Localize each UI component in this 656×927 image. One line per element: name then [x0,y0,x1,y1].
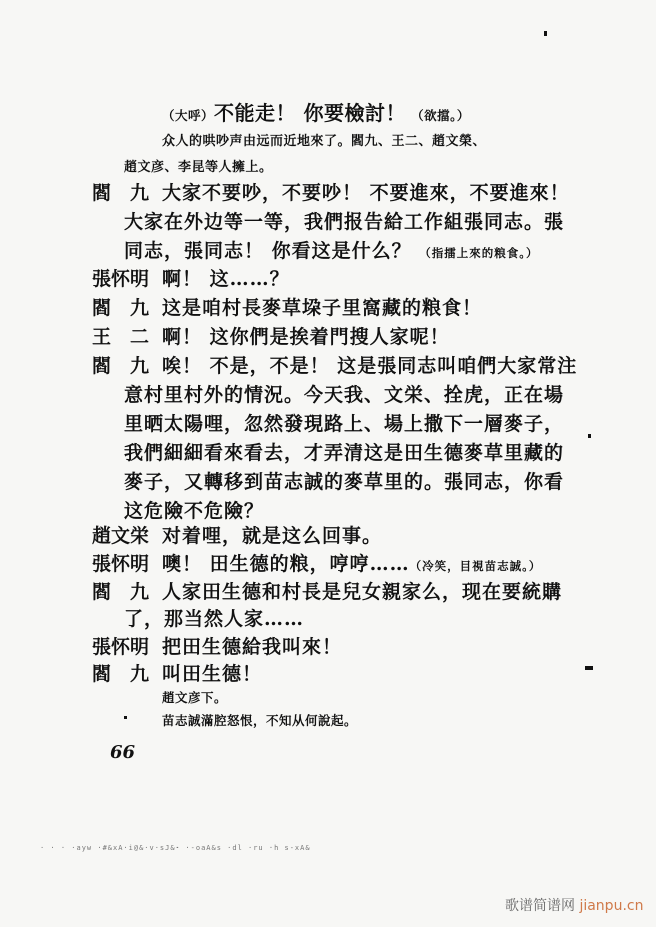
stage-direction-top [162,97,470,126]
scan-arrow-mark [585,666,593,670]
aside-shout: （大呼） [162,108,215,123]
speaker-yan-jiu: 閻 九 [92,581,150,603]
scan-speck [588,434,591,438]
speaker-yan-jiu: 閻 九 [92,182,150,204]
stage-direction-exit: 趙文彦下。 [162,690,228,705]
watermark-cn: 歌谱简谱网 [505,898,575,914]
speaker-zhang-huaiming: 張怀明 [92,268,150,290]
speaker-wang-er: 王 二 [92,326,150,348]
stage-direction-enter-2: 趙文彦、李昆等人擁上。 [124,160,273,175]
scan-speck [544,31,547,36]
speech-line: 这危險不危險？ [124,500,265,522]
stage-direction-final: 苗志誠滿腔怒恨，不知从何說起。 [162,713,358,728]
shout-text: 不能走！ 你要檢討！ [214,101,406,125]
speech-line: 里晒太陽哩，忽然發現路上、場上撒下一層麥子， [124,413,565,435]
speaker-zhang-huaiming: 張怀明 [92,553,150,575]
aside-point: （指擂上來的粮食。） [419,246,539,260]
speech-line: 麥子，又轉移到苗志誠的麥草里的。張同志，你看 [124,471,565,493]
speaker-yan-jiu: 閻 九 [92,297,150,319]
aside-sneer: （冷笑，目視苗志誠。） [409,559,542,573]
speech-line [124,236,539,263]
speech-line: 这是咱村長麥草垜子里窩藏的粮食！ [162,297,483,319]
speaker-zhao-wenrong: 趙文栄 [92,525,150,547]
speech-line: 我們細細看來看去，才弄清这是田生德麥草里藏的 [124,442,565,464]
speech-line: 啊！ 这……？ [162,268,290,290]
bullet-speck [124,716,127,719]
speech-line: 对着哩，就是这么回事。 [162,525,383,547]
page-number: 66 [110,742,136,763]
speech-line: 人家田生德和村長是兒女親家么，现在要統購 [162,581,563,603]
speech-line: 把田生德給我叫來！ [162,636,343,658]
speaker-yan-jiu: 閻 九 [92,355,150,377]
speech-line [162,549,541,576]
speech-text: 同志，張同志！ 你看这是什么？ [124,240,412,262]
speech-line: 叫田生德！ [162,663,263,685]
speech-line: 唉！ 不是，不是！ 这是張同志叫咱們大家常注 [162,355,578,377]
speaker-yan-jiu: 閻 九 [92,663,150,685]
speech-line: 大家在外边等一等，我們报告給工作組張同志。張 [124,211,565,233]
speech-text: 噢！ 田生德的粮，哼哼…… [162,553,410,575]
scan-footer-noise: · · · ·ayw ·#&xA·i@&·v·sJ&· [40,844,181,852]
speech-line: 大家不要吵，不要吵！ 不要進來，不要進來！ [162,182,570,204]
stage-direction-enter-1: 众人的哄吵声由远而近地來了。閻九、王二、趙文榮、 [162,134,487,149]
speech-line: 意村里村外的情況。今天我、文栄、拴虎，正在場 [124,384,565,406]
watermark [505,895,643,915]
watermark-en: jianpu.cn [579,898,644,914]
speech-line: 了，那当然人家…… [124,608,305,630]
speech-line: 啊！ 这你們是挨着門搜人家呢！ [162,326,450,348]
aside-block: （欲擋。） [411,108,470,123]
scan-footer-noise: · ·-oaA&s ·dl ·ru ·h s-xA& [175,844,311,852]
speaker-zhang-huaiming: 張怀明 [92,636,150,658]
